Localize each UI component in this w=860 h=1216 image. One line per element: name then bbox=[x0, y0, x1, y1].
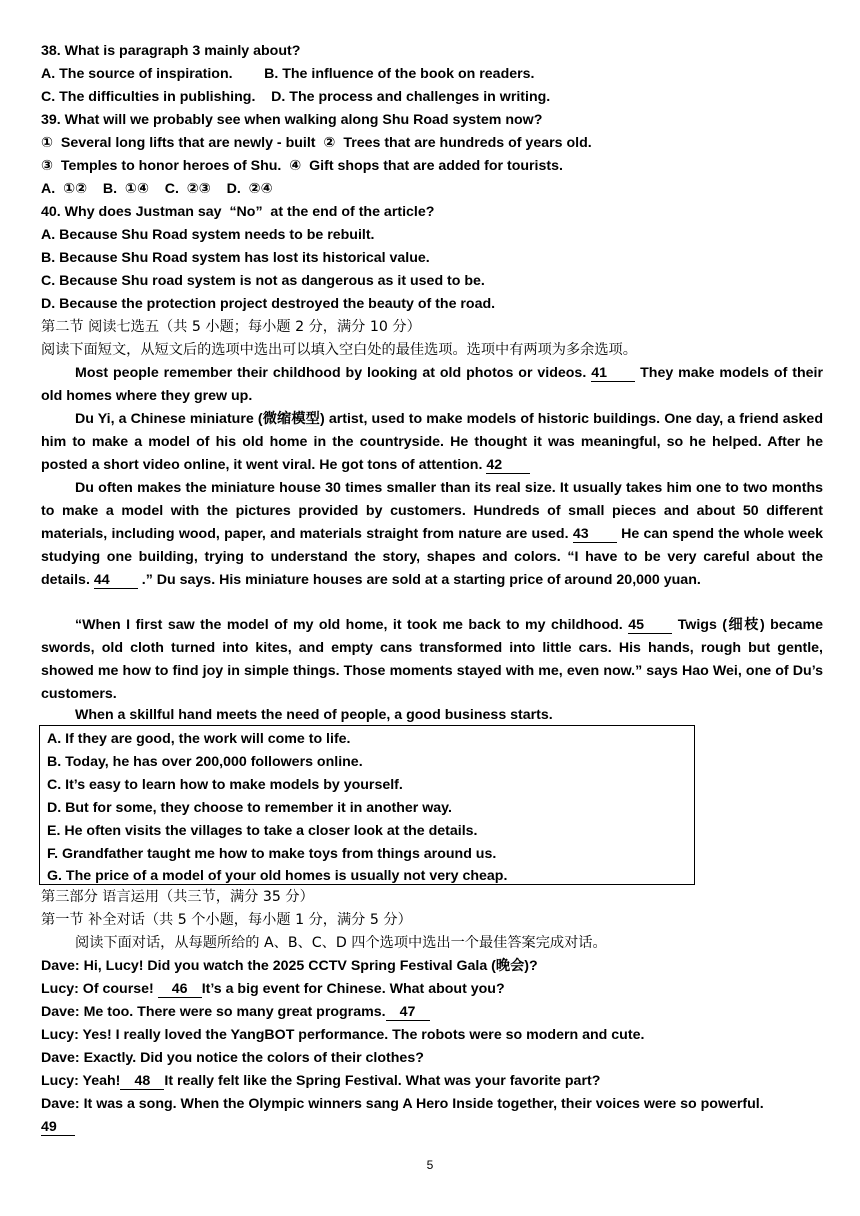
part3-heading: 第三部分 语言运用（共三节，满分 35 分） bbox=[41, 889, 314, 905]
dialogue-text: Lucy: Of course! bbox=[41, 981, 154, 997]
part3-section1-heading: 第一节 补全对话（共 5 个小题，每小题 1 分，满分 5 分） bbox=[41, 912, 412, 928]
paragraph-text: Du Yi, a Chinese miniature (微缩模型) artist, used to make models of historic buildings. One day, a friend asked him to make a model of his old home in the countryside. He thought it was meaningful, so he helped. After he posted a short video online, it went viral. He got tons of attention. bbox=[41, 411, 823, 473]
q40-option-a: A. Because Shu Road system needs to be rebuilt. bbox=[41, 227, 375, 243]
paragraph-text: Twigs (细枝) became swords, old cloth turned into kites, and empty cans transformed into little cars. His hands, rough but gentle, showed me how to find joy in simple things. Those moments stayed with me, even now.” says Hao Wei, one of Du’s customers. bbox=[41, 617, 823, 702]
dialogue-text: Lucy: Yeah! bbox=[41, 1073, 121, 1089]
dialogue-line-7 bbox=[41, 1093, 823, 1116]
dialogue-line-8 bbox=[41, 1116, 823, 1139]
dialogue-line-1: Dave: Hi, Lucy! Did you watch the 2025 CCTV Spring Festival Gala (晚会)? bbox=[41, 958, 538, 974]
dialogue-text: Dave: Me too. There were so many great programs. bbox=[41, 1004, 386, 1020]
option-c: C. It’s easy to learn how to make models by yourself. bbox=[47, 777, 403, 793]
dialogue-line-6 bbox=[41, 1070, 823, 1093]
q40-option-d: D. Because the protection project destroyed the beauty of the road. bbox=[41, 296, 496, 312]
blank-41[interactable]: 41 bbox=[591, 365, 635, 382]
q38-stem: 38. What is paragraph 3 mainly about? bbox=[41, 43, 301, 59]
dialogue-text: It’s a big event for Chinese. What about you? bbox=[201, 981, 505, 997]
blank-45[interactable]: 45 bbox=[628, 617, 672, 634]
q38-options-ab: A. The source of inspiration. B. The influence of the book on readers. bbox=[41, 66, 535, 82]
blank-49[interactable]: 49 bbox=[41, 1119, 75, 1136]
q39-stem: 39. What will we probably see when walking along Shu Road system now? bbox=[41, 112, 543, 128]
paragraph-text: He can spend the whole week studying one building, trying to understand the story, shapes and colors. “I have to be very careful about the details. bbox=[41, 526, 824, 588]
dialogue-text: Dave: It was a song. When the Olympic winners sang A Hero Inside together, their voices were so powerful. bbox=[41, 1096, 764, 1112]
passage-paragraph-1 bbox=[41, 362, 823, 408]
blank-48[interactable]: 48 bbox=[120, 1073, 164, 1090]
q40-option-c: C. Because Shu road system is not as dangerous as it used to be. bbox=[41, 273, 485, 289]
q38-options-cd: C. The difficulties in publishing. D. The process and challenges in writing. bbox=[41, 89, 551, 105]
blank-42[interactable]: 42 bbox=[486, 457, 530, 474]
paragraph-text: Most people remember their childhood by looking at old photos or videos. bbox=[75, 365, 587, 381]
q40-option-b: B. Because Shu Road system has lost its historical value. bbox=[41, 250, 430, 266]
paragraph-text: .” Du says. His miniature houses are sold at a starting price of around 20,000 yuan. bbox=[141, 572, 701, 588]
dialogue-line-3 bbox=[41, 1001, 823, 1024]
paragraph-text: “When I first saw the model of my old home, it took me back to my childhood. bbox=[75, 617, 623, 633]
paragraph-text: They make models of their old homes where they grew up. bbox=[41, 365, 823, 404]
part3-instruction: 阅读下面对话，从每题所给的 A、B、C、D 四个选项中选出一个最佳答案完成对话。 bbox=[75, 935, 607, 951]
passage-paragraph-4 bbox=[41, 614, 823, 706]
passage-paragraph-3 bbox=[41, 477, 823, 592]
option-f: F. Grandfather taught me how to make toys from things around us. bbox=[47, 846, 497, 862]
q40-stem: 40. Why does Justman say “No” at the end of the article? bbox=[41, 204, 435, 220]
blank-43[interactable]: 43 bbox=[573, 526, 617, 543]
dialogue-line-2 bbox=[41, 978, 823, 1001]
option-a: A. If they are good, the work will come to life. bbox=[47, 731, 351, 747]
q39-choices: A. ①② B. ①④ C. ②③ D. ②④ bbox=[41, 181, 273, 197]
blank-47[interactable]: 47 bbox=[386, 1004, 430, 1021]
blank-44[interactable]: 44 bbox=[94, 572, 138, 589]
paragraph-text: Du often makes the miniature house 30 times smaller than its real size. It usually takes him one to two months to make a model with the pictures provided by customers. Hundreds of small pieces and about 50 different materials, including wood, paper, and materials straight from nature are used. bbox=[41, 480, 823, 542]
dialogue-line-4: Lucy: Yes! I really loved the YangBOT performance. The robots were so modern and cute. bbox=[41, 1027, 645, 1043]
q39-items-1-2: ① Several long lifts that are newly - built ② Trees that are hundreds of years old. bbox=[41, 135, 592, 151]
passage-paragraph-2 bbox=[41, 408, 823, 477]
section2-heading: 第二节 阅读七选五（共 5 小题；每小题 2 分，满分 10 分） bbox=[41, 319, 421, 335]
option-e: E. He often visits the villages to take a closer look at the details. bbox=[47, 823, 478, 839]
option-b: B. Today, he has over 200,000 followers online. bbox=[47, 754, 363, 770]
dialogue-line-5: Dave: Exactly. Did you notice the colors of their clothes? bbox=[41, 1050, 424, 1066]
q39-items-3-4: ③ Temples to honor heroes of Shu. ④ Gift shops that are added for tourists. bbox=[41, 158, 563, 174]
option-d: D. But for some, they choose to remember it in another way. bbox=[47, 800, 452, 816]
option-g: G. The price of a model of your old homes is usually not very cheap. bbox=[47, 868, 508, 884]
blank-46[interactable]: 46 bbox=[158, 981, 202, 998]
dialogue-text: It really felt like the Spring Festival. What was your favorite part? bbox=[164, 1073, 601, 1089]
section2-instruction: 阅读下面短文，从短文后的选项中选出可以填入空白处的最佳选项。选项中有两项为多余选项。 bbox=[41, 342, 637, 358]
passage-paragraph-5: When a skillful hand meets the need of people, a good business starts. bbox=[75, 707, 553, 723]
options-box bbox=[39, 725, 695, 885]
page-number: 5 bbox=[426, 1158, 434, 1172]
